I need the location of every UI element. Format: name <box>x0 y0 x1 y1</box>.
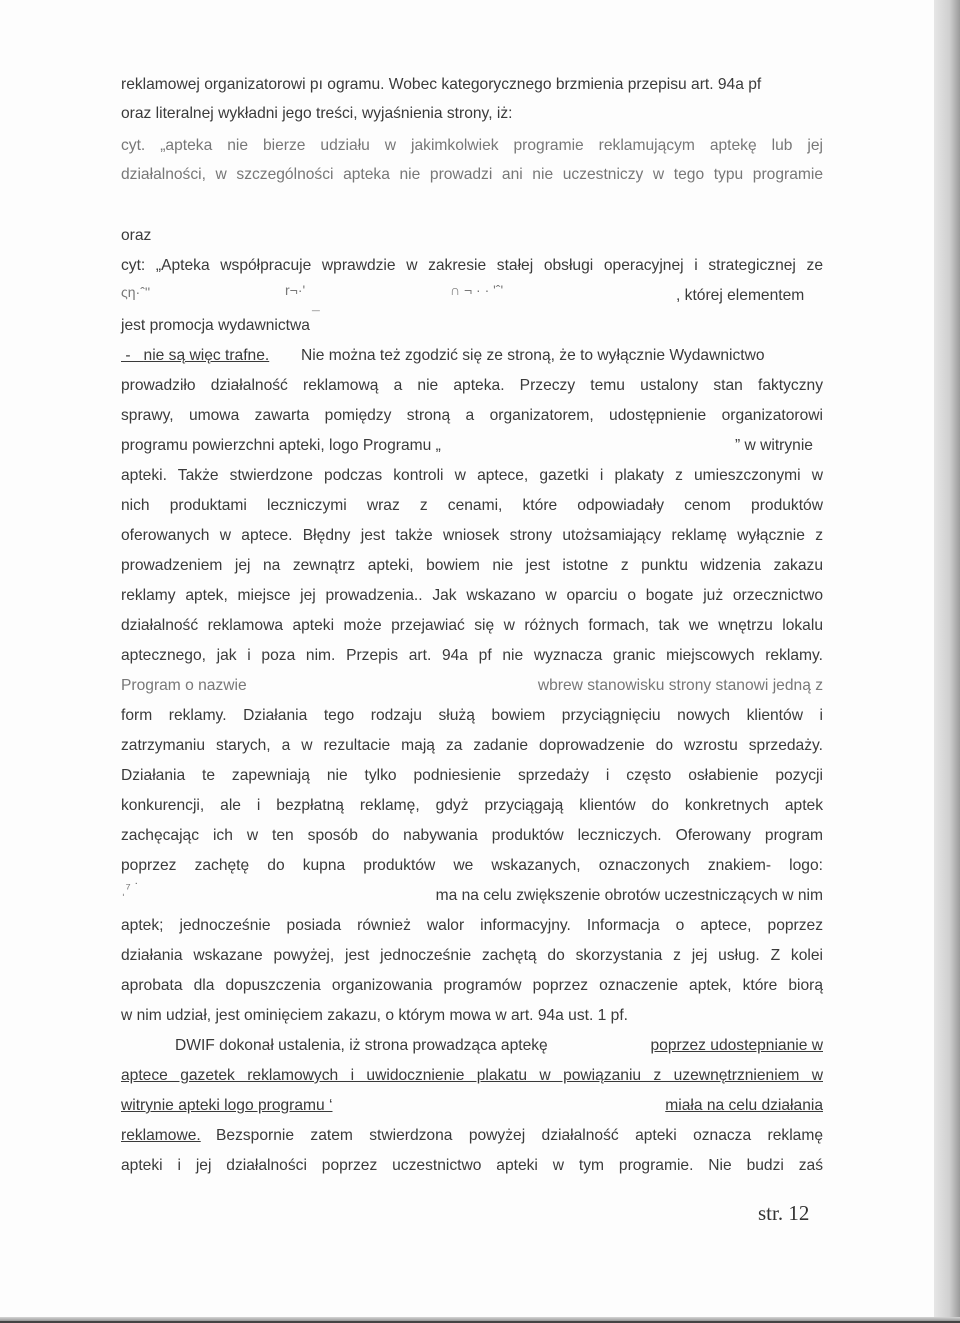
text-line: oraz literalnej wykładni jego treści, wyjaśnienia strony, iż: <box>121 105 513 122</box>
text-line: reklamowej organizatorowi pı ogramu. Wobec kategorycznego brzmienia przepisu art. 94a pf <box>121 76 762 93</box>
text-line: aptek; jednocześnie posiada również walor informacyjny. Informacja o aptece, poprzez <box>121 917 823 934</box>
text-line: apteki. Także stwierdzone podczas kontroli w aptece, gazetki i plakaty z umieszczonymi w <box>121 467 823 484</box>
text-line: w nim udział, jest ominięciem zakazu, o którym mowa w art. 94a ust. 1 pf. <box>121 1007 628 1024</box>
illegible-fragment: ∩ ¬ · · 'ˆ' <box>450 282 504 298</box>
text-line: Działania te zapewniają nie tylko podniesienie sprzedaży i często osłabienie pozycji <box>121 767 823 784</box>
underlined-text: nie są więc trafne. <box>143 347 270 364</box>
underlined-text: - nie są więc trafne. <box>121 347 270 364</box>
text-line: poprzez zachętę do kupna produktów we wskazanych, oznaczonych znakiem- logo: <box>121 857 823 874</box>
text-line: ma na celu zwiększenie obrotów uczestniczących w nim <box>435 887 823 904</box>
text-line: Nie można też zgodzić się ze stroną, że to wyłącznie Wydawnictwo <box>301 347 765 364</box>
text-line-underlined <box>121 346 269 366</box>
underlined-text: miała na celu działania <box>665 1097 823 1114</box>
text-line: prowadziło działalność reklamową a nie apteka. Przeczy temu ustalony stan faktyczny <box>121 377 823 394</box>
text-line: apteki i jej działalności poprzez uczestnictwo apteki w tym programie. Nie budzi zaś <box>121 1157 823 1174</box>
text-line: konkurencji, ale i bezpłatną reklamę, gdyż przyciągają klientów do konkretnych aptek <box>121 797 823 814</box>
text-line: jest promocja wydawnictwa <box>121 317 310 334</box>
text-line: , której elementem <box>676 287 805 304</box>
page-number: str. 12 <box>758 1201 810 1225</box>
text-line: ” w witrynie <box>735 437 813 454</box>
text-line: Bezspornie zatem stwierdzona powyżej działalność apteki oznacza reklamę <box>216 1127 823 1144</box>
underlined-text: witrynie apteki logo programu ‘ <box>121 1097 333 1114</box>
text-line: cyt: „Apteka współpracuje wprawdzie w zakresie stałej obsługi operacyjnej i strategicznej ze <box>121 257 823 274</box>
illegible-fragment: ¯ <box>312 308 320 324</box>
underlined-text: poprzez udostepnianie w <box>650 1037 823 1054</box>
illegible-fragment: ςη·ˆ'' <box>121 284 151 300</box>
illegible-fragment: ˌ⁷ ˙ <box>121 880 140 896</box>
text-line: aprobata dla dopuszczenia organizowania programów poprzez oznaczenie aptek, które biorą <box>121 977 823 994</box>
text-line: DWIF dokonał ustalenia, iż strona prowadząca aptekę <box>175 1037 548 1054</box>
text-line: reklamy aptek, miejsce jej prowadzenia.. Jak wskazano w oparciu o bogate już orzecznictwo <box>121 587 823 604</box>
text-line: oraz <box>121 227 152 244</box>
underlined-text: aptece gazetek reklamowych i uwidocznienie plakatu w powiązaniu z uzewnętrznieniem w <box>121 1067 823 1084</box>
text-line: Program o nazwie <box>121 677 247 694</box>
text-line: zatrzymaniu starych, a w rezultacie mają za zadanie doprowadzenie do wzrostu sprzedaży. <box>121 737 823 754</box>
text-line: cyt. „apteka nie bierze udziału w jakimkolwiek programie reklamującym aptekę lub jej <box>121 137 823 154</box>
text-line: form reklamy. Działania tego rodzaju służą bowiem przyciągnięciu nowych klientów i <box>121 707 823 724</box>
text-line: prowadzeniem jej na zewnątrz apteki, bowiem nie jest istotne z punktu widzenia zakazu <box>121 557 823 574</box>
scan-shadow-right <box>934 0 960 1323</box>
text-line: działalności, w szczególności apteka nie prowadzi ani nie uczestniczy w tego typu programie <box>121 166 823 183</box>
text-line: aptecznego, jak i poza nim. Przepis art. 94a pf nie wyznacza granic miejscowych reklamy. <box>121 647 823 664</box>
text-line: sprawy, umowa zawarta pomiędzy stroną a organizatorem, udostępnienie organizatorowi <box>121 407 823 424</box>
text-line: zachęcając ich w ten sposób do nabywania produktów leczniczych. Oferowany program <box>121 827 823 844</box>
text-line: nich produktami leczniczymi wraz z cenami, które odpowiadały cenom produktów <box>121 497 823 514</box>
text-line: działania wskazane powyżej, jest jednocześnie zachętą do skorzystania z jej usług. Z kolei <box>121 947 823 964</box>
illegible-fragment: r¬·' <box>285 282 306 298</box>
underlined-text: reklamowe. <box>121 1127 201 1144</box>
text-line: programu powierzchni apteki, logo Programu „ <box>121 437 441 454</box>
text-line: wbrew stanowisku strony stanowi jedną z <box>537 677 823 694</box>
text-line: oferowanych w aptece. Błędny jest także wniosek strony utożsamiający reklamę wyłącznie z <box>121 527 823 544</box>
text-line: działalność reklamowa apteki może przejawiać się w różnych formach, tak we wnętrzu lokalu <box>121 617 823 634</box>
